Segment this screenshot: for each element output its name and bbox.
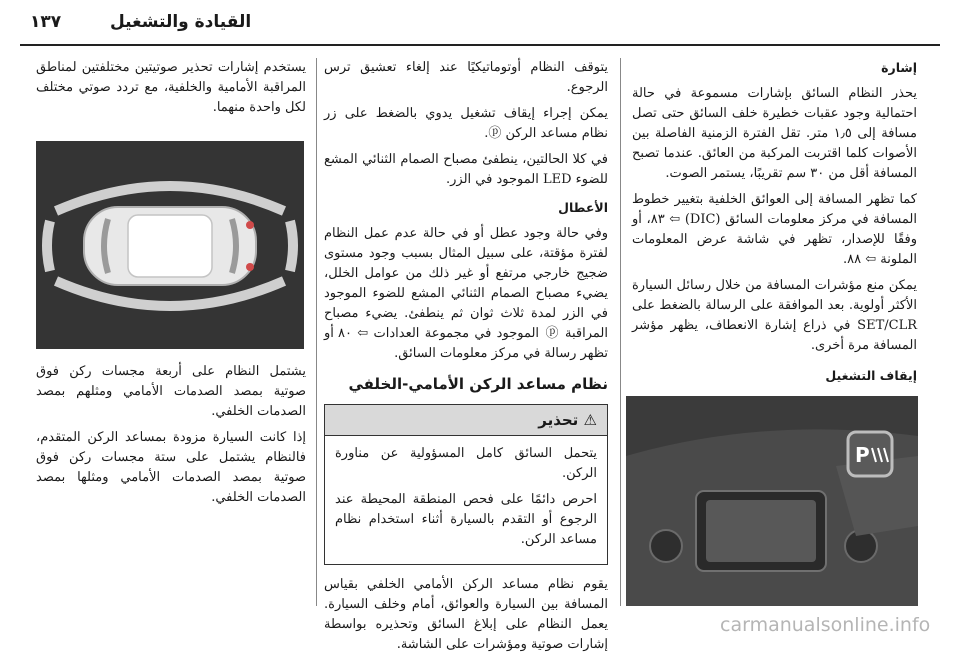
middle-paragraph-1: يتوقف النظام أوتوماتيكيًا عند إلغاء تعشيق ترس الرجوع. <box>324 60 608 95</box>
right-column <box>632 58 917 392</box>
page-number: ١٣٧ <box>30 12 62 32</box>
warning-icon: ⚠ <box>583 411 597 429</box>
section-title: نظام مساعد الركن الأمامي-الخلفي <box>348 375 608 393</box>
chapter-title: القيادة والتشغيل <box>110 12 252 32</box>
warning-header <box>325 405 607 436</box>
car-sensor-figure <box>36 141 304 349</box>
switch-off-heading: إيقاف التشغيل <box>825 368 917 383</box>
middle-paragraph-2: يمكن إجراء إيقاف تشغيل يدوي بالضغط على زر نظام مساعد الركن ⓟ. <box>324 106 608 141</box>
warning-title: تحذير <box>538 411 579 429</box>
right-paragraph-2: كما تظهر المسافة إلى العوائق الخلفية بتغيير خطوط المسافة في مركز معلومات السائق (DIC) ⇦ ٨٣، أو وفقًا للإصدار، تظهر في شاشة عرض المعلومات الملونة ⇦ ٨٨. <box>632 192 918 267</box>
warning-line-1: يتحمل السائق كامل المسؤولية عن مناورة الركن. <box>335 446 597 481</box>
column-divider-right <box>620 58 621 606</box>
right-paragraph-3: يمكن منع مؤشرات المسافة من خلال رسائل السيارة الأكثر أولوية. بعد الموافقة على الرسالة بالضغط على SET/CLR في ذراع إشارة الانعطاف، يظهر مؤشر المسافة مرة أخرى. <box>632 278 917 353</box>
watermark: carmanualsonline.info <box>720 614 931 636</box>
svg-text:P: P <box>855 443 870 467</box>
warning-box <box>324 404 608 565</box>
middle-paragraph-bottom: يقوم نظام مساعد الركن الأمامي الخلفي بقياس المسافة بين السيارة والعوائق، أمام وخلف السيارة. يعمل النظام على إبلاغ السائق وتحذيره بواسطة إشارات صوتية ومؤشرات على الشاشة. <box>324 577 608 652</box>
car-top-view-icon <box>36 141 304 349</box>
header-rule <box>20 44 940 46</box>
dashboard-illustration <box>626 396 918 606</box>
column-divider-left <box>316 58 317 606</box>
signal-heading: إشارة <box>881 60 917 75</box>
parking-sensor-icon <box>848 432 892 476</box>
dashboard-figure <box>626 396 918 606</box>
left-column <box>36 58 306 124</box>
faults-heading: الأعطال <box>558 200 608 215</box>
warning-body <box>325 436 607 564</box>
left-paragraph-mid: يشتمل النظام على أربعة مجسات ركن فوق صوتية بمصد الصدمات الأمامي ومثلهم بمصد الصدمات الخلفي. <box>36 364 306 419</box>
faults-paragraph: وفي حالة وجود عطل أو في حالة عدم عمل النظام لفترة مؤقتة، على سبيل المثال بسبب وجود مستوى ضجيج خارجي مرتفع أو غير ذلك من عوامل الخلل، يضيء مصباح الصمام الثنائي المشع للضوء الموجود في الزر لمدة ثلاث ثوان ثم ينطفئ. يضيء مصباح المراقبة ⓟ الموجود في مجموعة العدادات ⇦ ٨٠ أو تظهر رسالة في مركز معلومات السائق. <box>324 226 608 361</box>
page-header <box>0 0 960 46</box>
left-paragraph-bottom: إذا كانت السيارة مزودة بمساعد الركن المتقدم، فالنظام يشتمل على ستة مجسات ركن فوق صوتية بمصد الصدمات الأمامي ومثلها بمصد الصدمات الخلفي. <box>36 430 306 505</box>
warning-line-2: احرص دائمًا على فحص المنطقة المحيطة عند الرجوع أو التقدم بالسيارة أثناء استخدام نظام مساعد الركن. <box>335 492 597 547</box>
right-paragraph-1: يحذر النظام السائق بإشارات مسموعة في حالة احتمالية وجود عقبات خطيرة خلف السائق حتى تصل مسافة إلى ١٫٥ متر. تقل الفترة الزمنية الفاصلة بين الأصوات كلما اقتربت المركبة من العائق. عندما تصبح المسافة أقل من ٣٠ سم تقريبًا، يستمر الصوت. <box>632 86 917 181</box>
left-paragraph-top: يستخدم إشارات تحذير صوتيتين مختلفتين لمناطق المراقبة الأمامية والخلفية، مع تردد صوتي مختلف لكل واحدة منهما. <box>36 60 306 115</box>
middle-paragraph-3: في كلا الحالتين، ينطفئ مصباح الصمام الثنائي المشع للضوء LED الموجود في الزر. <box>324 152 608 187</box>
left-column-bottom <box>36 362 306 514</box>
middle-column <box>324 58 608 661</box>
